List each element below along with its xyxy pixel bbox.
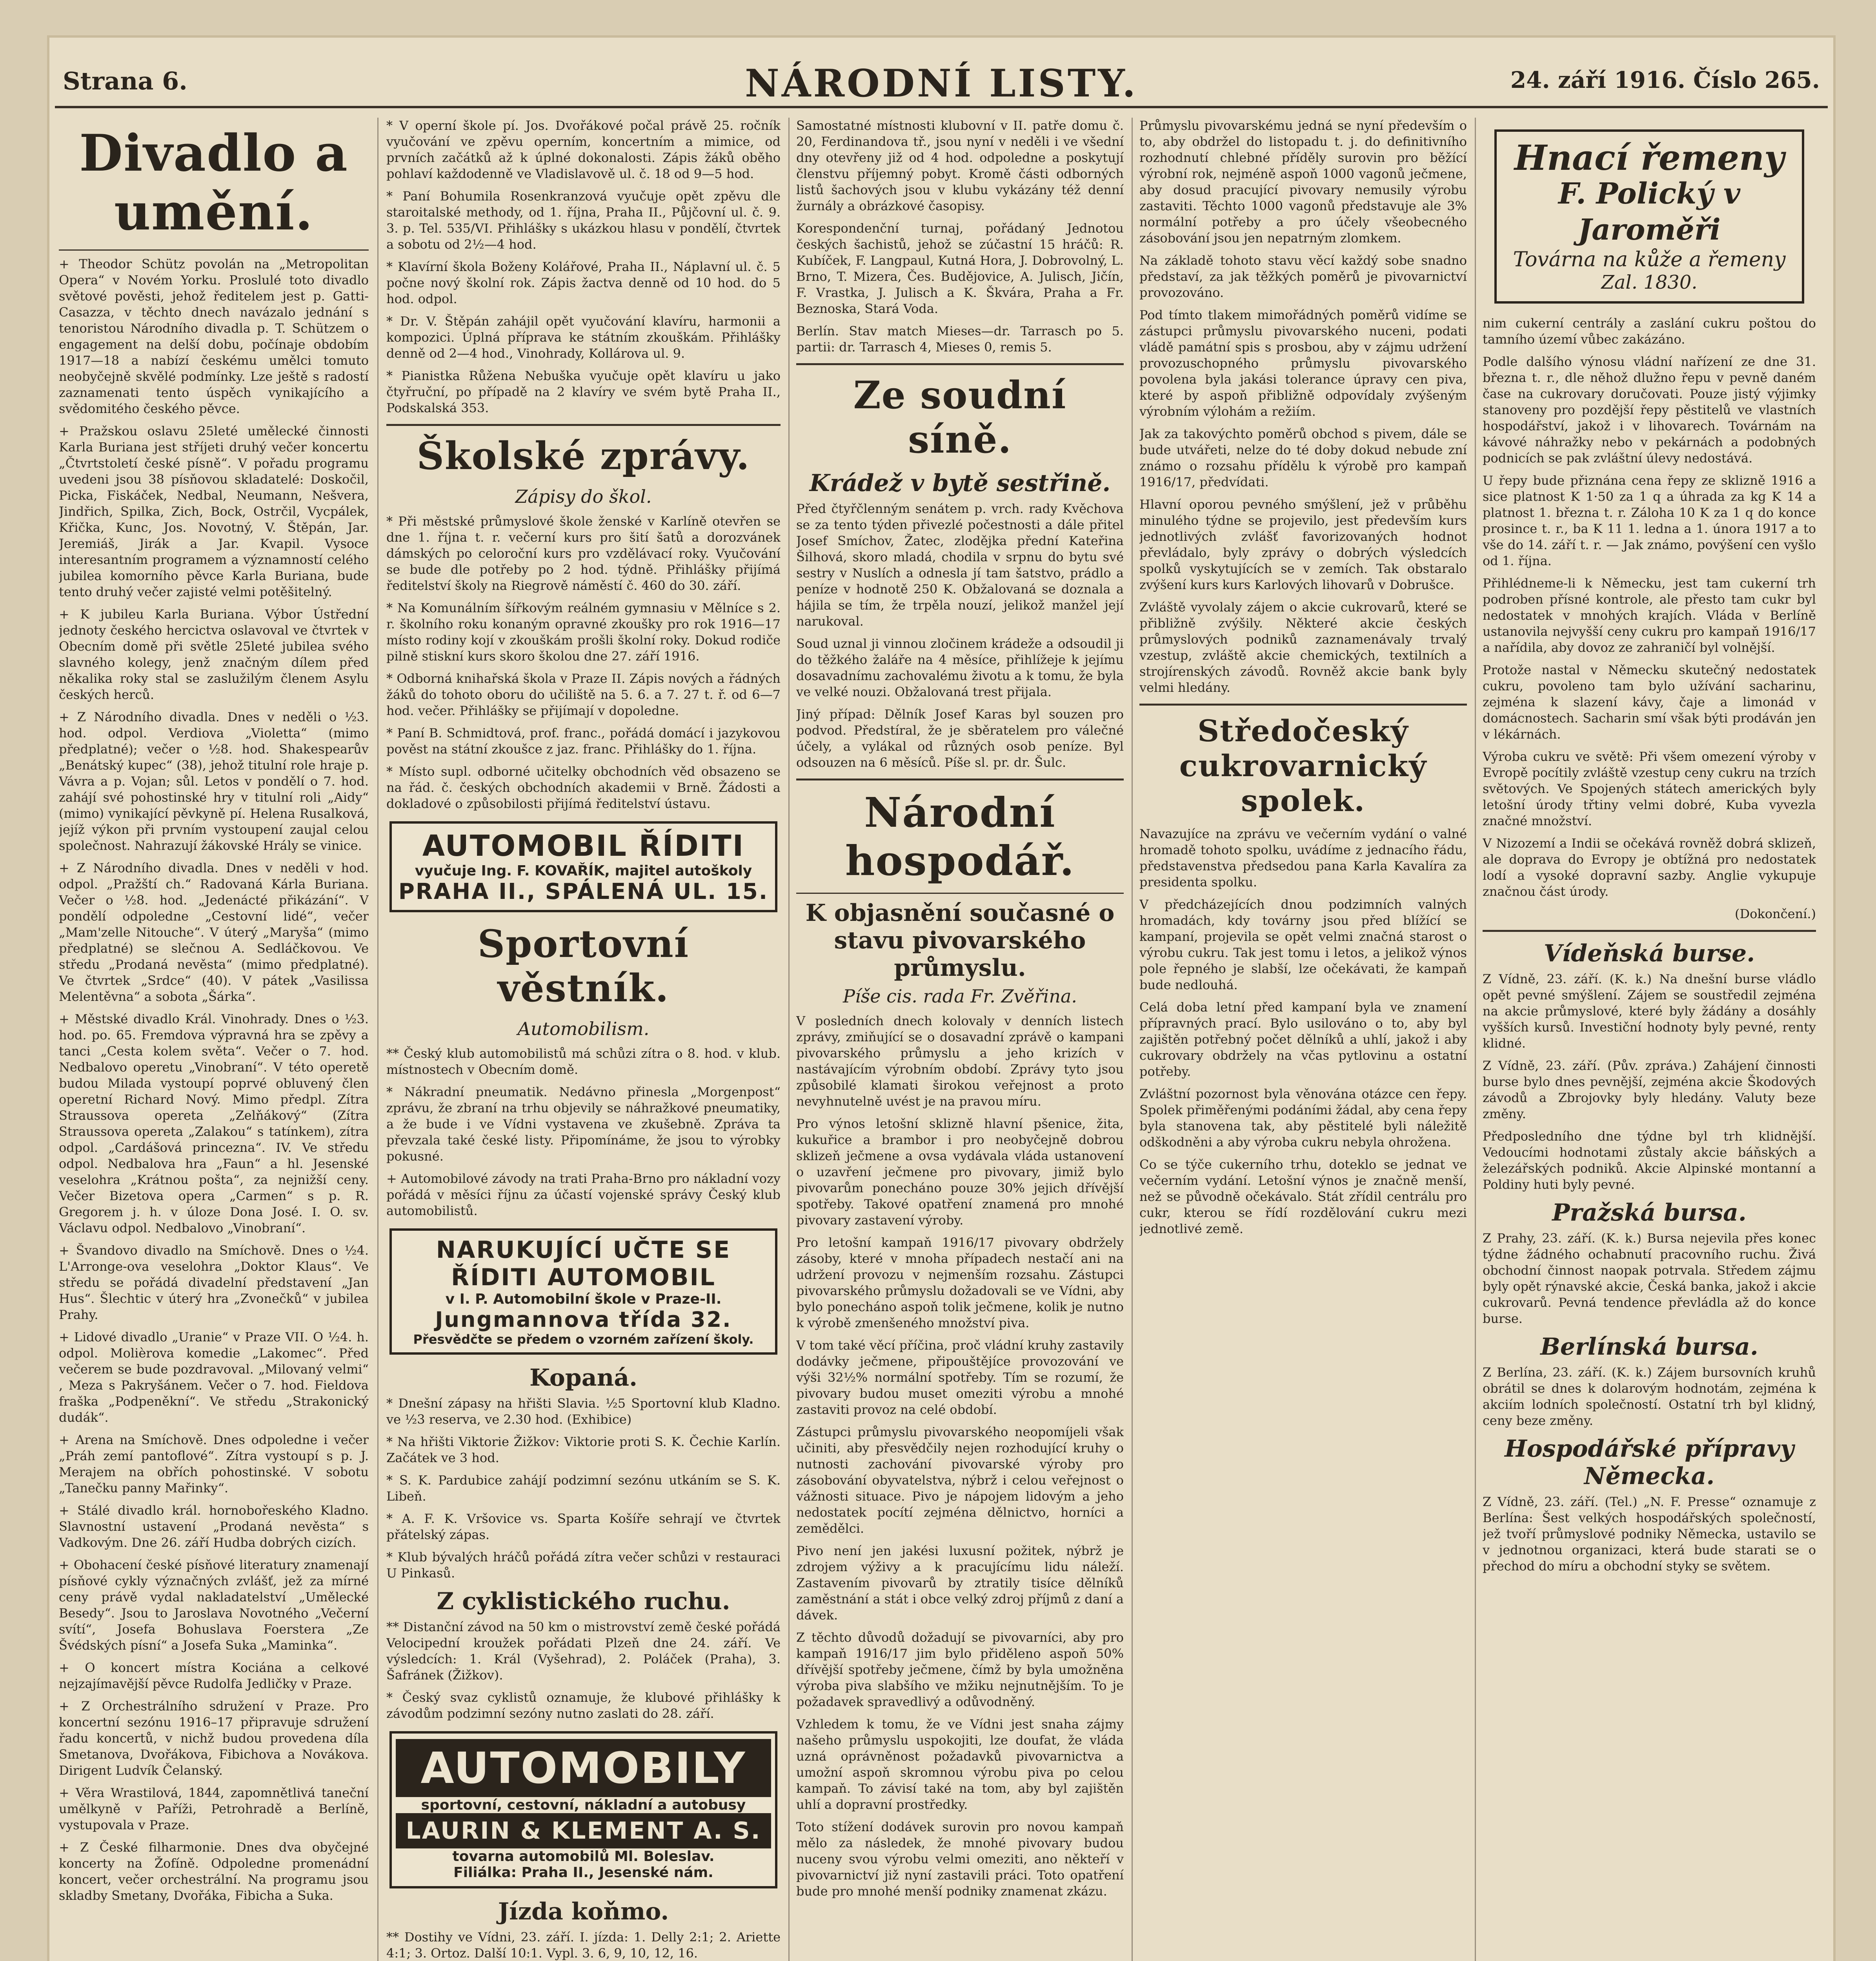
article-paragraph: + Lidové divadlo „Uranie“ v Praze VII. O ½4. h. odpol. Molièrova komedie „Lakomec“. Před večerem se bude pozdravoval. „Milovaný velmi“ , Meza s Pakryšánem. Večer o 7. hod. Fieldova fraška „Podpeněkní“. Ve středu „Strakonický dudák“. <box>59 1330 369 1425</box>
sport-paragraph: * A. F. K. Vršovice vs. Sparta Košíře sehrají ve čtvrtek přátelský zápas. <box>386 1511 781 1542</box>
subsection-title-football: Kopaná. <box>529 1364 638 1392</box>
ad-address: Jungmannova třída 32. <box>435 1307 732 1332</box>
article-paragraph: V posledních dnech kolovaly v denních listech zprávy, zmiňující se o dosavadní zprávě o kampani pivovarského průmyslu a jeho krizích v nastávajícím výrobním období. Zprávy tyto jsou způsobilé klamati širokou veřejnost a proto nevyhnutelně uvést je na pravou míru. <box>796 1013 1124 1109</box>
ad-text: Továrna na kůže a řemeny <box>1513 248 1786 271</box>
notice-paragraph: * Místo supl. odborné učitelky obchodních věd obsazeno se na řád. č. českých obchodních akademii v Brně. Žádosti a dokladové o způsobilosti přijímá ředitelství ústavu. <box>386 764 781 811</box>
chess-paragraph: Korespondenční turnaj, pořádaný Jednotou českých šachistů, jehož se zúčastní 15 hráčů: R. Kubíček, F. Langpaul, Kutná Hora, J. Dobrovolný, L. Brno, T. Mizera, Čes. Budějovice, A. Julisch, Jičín, F. Vrastka, J. Julisch a K. Škvára, Praha a Fr. Beznoska, Stará Voda. <box>796 221 1124 316</box>
article-paragraph: + Švandovo divadlo na Smíchově. Dnes o ½4. L'Arronge-ova veselohra „Doktor Klaus“. Ve středu se pořádá divadelní představení „Jan Hus“. Šlechtic v úterý hra „Zvonečků“ v jubilea Prahy. <box>59 1243 369 1322</box>
article-paragraph: V předcházejících dnou podzimních valných hromadách, kdy továrny jsou před blížící se kampaní, projevila se opět velmi značná starost o výrobu cukru. Tak jest tomu i letos, a jelikož výnos pole řepného je slabší, lze očekávati, že kampaň bude nedlouhá. <box>1139 897 1467 992</box>
article-paragraph: + Theodor Schütz povolán na „Metropolitan Opera“ v Novém Yorku. Proslulé toto divadlo světové pověsti, jehož ředitelem jest p. Gatti-Casazza, v těchto dnech navázalo jednání s tenoristou Národního divadla p. T. Schützem o engagement na delší dobu, počínaje obdobím 1917—18 a nabízí českému umělci tomuto neobyčejně skvělé podmínky. Lze ještě s radostí zaznamenati tento úspěch vynikajícího a svědomitého českého pěvce. <box>59 256 369 416</box>
article-paragraph: + K jubileu Karla Buriana. Výbor Ústřední jednoty českého hercictva oslavoval ve čtvrtek v Obecním domě při světle 25leté jubilea svého slavného kolegy, jenž značným dílem před někalika roky stal se zaslužilým členem Asylu českých herců. <box>59 607 369 702</box>
article-paragraph: + Z České filharmonie. Dnes dva obyčejné koncerty na Žofíně. Odpoledne promenádní koncert, večer orchestrální. Na programu jsou skladby Smetany, Dvořáka, Fibicha a Suka. <box>59 1840 369 1903</box>
ad-text: vyučuje Ing. F. KOVAŘÍK, majitel autoškoly <box>415 863 752 879</box>
article-paragraph: + Pražskou oslavu 25leté umělecké činnosti Karla Buriana jest stříjeti druhý večer koncertu „Čtvrtstoletí české písně“. V pořadu programu uvedeni jsou 38 písňovou skladatelé: Doskočil, Picka, Fiskáček, Nedbal, Neumann, Nešvera, Jindřich, Spilka, Zich, Bock, Ostrčil, Vycpálek, Křička, Kunc, Jos. Novotný, V. Štěpán, Jar. Jeremiáš, Jirák a Jar. Kvapil. Vysoce interesantním programem a významností celého jubilea komorního pěvce Karla Buriana, bude tento druhý večer zajisté velmi potěšitelný. <box>59 424 369 599</box>
sport-paragraph: ** Dostihy ve Vídni, 23. září. I. jízda: 1. Delly 2:1; 2. Ariette 4:1; 3. Ortoz. Další 10:1. Vypl. 3. 6, 9, 10, 12, 16. <box>386 1930 781 1961</box>
ad-address: PRAHA II., SPÁLENÁ UL. 15. <box>398 879 769 904</box>
article-paragraph: + Z Orchestrálního sdružení v Praze. Pro koncertní sezónu 1916–17 připravuje sdružení řadu koncertů, v nichž budou provedena díla Smetanova, Dvořákova, Fibichova a Novákova. Dirigent Ludvík Čelanský. <box>59 1699 369 1778</box>
ad-company: LAURIN & KLEMENT A. S. <box>396 1813 771 1848</box>
subsection-title-cycling: Z cyklistického ruchu. <box>437 1588 730 1615</box>
issue-date: 24. září 1916. Číslo 265. <box>1510 67 1820 93</box>
article-paragraph: + Věra Wrastilová, 1844, zapomnětlivá taneční umělkyně v Paříži, Petrohradě a Berlíně, vystupovala v Praze. <box>59 1785 369 1832</box>
section-subtitle: Zápisy do škol. <box>515 486 652 507</box>
subsection-title-horse-riding: Jízda koňmo. <box>498 1898 669 1925</box>
ad-text: Zal. 1830. <box>1601 271 1698 293</box>
article-paragraph: + O koncert místra Kociána a celkové nejzajímavější pěvce Rudolfa Jedličky v Praze. <box>59 1660 369 1691</box>
continued-note: (Dokončení.) <box>1734 906 1816 921</box>
notice-paragraph: * V operní škole pí. Jos. Dvořákové počal právě 25. ročník vyučování ve zpěvu operním, koncertním a mimice, od prvních začátků až k úplné dokonalosti. Zápis žáků oběho pohlaví každodenně ve Vladislavově ul. č. 18 od 9—5 hod. <box>386 118 781 181</box>
ad-headline: NARUKUJÍCÍ UČTE SE ŘÍDITI AUTOMOBIL <box>436 1236 731 1291</box>
article-byline: Píše cis. rada Fr. Zvěřina. <box>843 986 1077 1007</box>
article-paragraph: Protože nastal v Německu skutečný nedostatek cukru, povoleno tam bylo užívání sacharinu, zejména k slazení kávy, čaje a limonád v domácnostech. Sacharin smí však býti prodáván jen v lékárnách. <box>1483 662 1816 742</box>
article-paragraph: Zvláštní pozornost byla věnována otázce cen řepy. Spolek přiměřenými podáními žádal, aby cena řepy byla stanovena tak, aby pěstitelé byli náležitě odškodněni a aby výroba cukru nebyla ohrožena. <box>1139 1086 1467 1150</box>
divider <box>386 424 781 426</box>
article-paragraph: Z Berlína, 23. září. (K. k.) Zájem bursovních kruhů obrátil se dnes k dolarovým hodnotám, zejména k akciím lodních společností. Ostatní trh byl klidný, ceny beze změny. <box>1483 1365 1816 1428</box>
article-paragraph: Průmyslu pivovarskému jedná se nyní především o to, aby obdržel do listopadu t. j. do definitivního rozhodnutí chlebné příděly surovin pro běžící výrobní rok, nejméně aspoň 1000 vagonů ječmene, aby dosud pracující pivovary nemusily výrobu zastaviti. Těchto 1000 vagonů představuje ale 3% normální potřeby a pro účely všeobecného zásobování jsou jen nepatrným zlomkem. <box>1139 118 1467 246</box>
divider <box>1483 930 1816 932</box>
article-paragraph: Z Prahy, 23. září. (K. k.) Bursa nejevila přes konec týdne žádného ochabnutí pracovního ruchu. Živá obchodní činnost naopak potrvala. Středem zájmu byly opět rýnavské akcie, Česká banka, jakož i akcie cukrovarů. Pevná tendence převládla až do konce burse. <box>1483 1231 1816 1326</box>
ad-headline: AUTOMOBIL ŘÍDITI <box>422 829 745 863</box>
section-title-economy: Národní hospodář. <box>845 788 1075 885</box>
article-paragraph: Z těchto důvodů dožadují se pivovarníci, aby pro kampaň 1916/17 jim bylo přiděleno aspoň 50% dřívější spotřeby ječmene, čímž by byla umožněna výroba piva slabšího ve mžiku nejnutnějším. To je požadavek spravedlivý a odůvodněný. <box>796 1630 1124 1709</box>
notice-paragraph: * Paní B. Schmidtová, prof. franc., pořádá domácí i jazykovou pověst na státní zkoušce z jaz. franc. Přihlášky do 1. října. <box>386 726 781 757</box>
divider <box>1139 704 1467 706</box>
column-brewing-sugar <box>1139 118 1467 1961</box>
article-paragraph: Toto stížení dodávek surovin pro novou kampaň mělo za následek, že mnohé pivovary budou nuceny svou výrobu velmi omeziti, ano někteří v pivovarnictví již nyní zastavili práci. Toto opatření bude pro mnohé menší podniky znamenat zkázu. <box>796 1819 1124 1899</box>
newspaper-title: NÁRODNÍ LISTY. <box>745 61 1138 106</box>
article-paragraph: Zástupci průmyslu pivovarského neopomíjeli však učiniti, aby přesvědčily nejen rozhodující kruhy o nutnosti zachování pivovarské výroby pro zásobování obyvatelstva, nýbrž i celou veřejnost o vážnosti situace. Pivo je nápojem lidovým a jeho nedostatek pocítí zejména dělnictvo, horníci a zemědělci. <box>796 1424 1124 1536</box>
article-paragraph: + Arena na Smíchově. Dnes odpoledne i večer „Práh zemí pantoflové“. Zítra vystoupí s p. J. Merajem na obřích pohostinské. V sobotu „Tanečku panny Mařinky“. <box>59 1432 369 1495</box>
section-title-german-economy: Hospodářské přípravy Německa. <box>1505 1435 1794 1490</box>
sport-paragraph: * Nákradní pneumatik. Nedávno přinesla „Morgenpost“ zprávu, že zbraní na trhu objevily se náhražkové pneumatiky, a že bude i ve Vídni vystavena ve zkušebně. Zpráva ta převzala také české listy. Připomínáme, že jsou to výrobky pokusné. <box>386 1084 781 1164</box>
sport-paragraph: * Dnešní zápasy na hřišti Slavia. ½5 Sportovní klub Kladno. ve ½3 reserva, ve 2.30 hod. (Exhibice) <box>386 1396 781 1427</box>
sport-paragraph: + Automobilové závody na trati Praha-Brno pro nákladní vozy pořádá v měsíci říjnu za účastí vojenské správy Český klub automobilistů. <box>386 1171 781 1218</box>
advertisement-belts <box>1494 129 1804 304</box>
article-paragraph: Předposledního dne týdne byl trh klidnější. Vedoucími hodnotami zůstaly akcie báňských a železářských podniků. Akcie Alpinské montanní a Poldiny huti byly pevné. <box>1483 1129 1816 1192</box>
section-subtitle: Automobilism. <box>517 1018 650 1039</box>
advertisement-automobile-school <box>389 1228 777 1355</box>
column-theatre <box>59 118 369 1961</box>
ad-headline: Hnací řemeny <box>1514 137 1785 178</box>
column-rule <box>788 118 790 1961</box>
article-paragraph: V tom také věcí příčina, proč vládní kruhy zastavily dodávky ječmene, připouštějíce provozování ve výši 32½% normální spotřeby. Tím se rozumí, že pivovary budou muset omeziti výrobu a mnohé zastaviti provoz na celé období. <box>796 1338 1124 1417</box>
section-title-berlin-bourse: Berlínská bursa. <box>1540 1333 1758 1361</box>
article-paragraph: Pro výnos letošní sklizně hlavní pšenice, žita, kukuřice a brambor i pro neobyčejně dobrou sklizeň ječmene a ovsa vydávala vláda ustanovení o uzavření ječmene pro pivovary, jimiž bylo pivovarům ponecháno pouze 30% jejich dřívější spotřeby. Takové opatření znamená pro mnohé pivovary zastavení výroby. <box>796 1116 1124 1228</box>
article-paragraph: Pivo není jen jakési luxusní požitek, nýbrž je zdrojem výživy a k pracujícímu lidu náleží. Zastavením pivovarů by ztratily tisíce dělníků zaměstnání a stát i obce velký zdroj příjmů z daní a dávek. <box>796 1543 1124 1623</box>
divider <box>796 363 1124 365</box>
section-title-schools: Školské zprávy. <box>417 434 750 478</box>
page-number: Strana 6. <box>63 67 187 95</box>
column-markets <box>1483 118 1816 1961</box>
sport-paragraph: ** Distanční závod na 50 km o mistrovství země české pořádá Velocipední kroužek pořádati Plzeň dne 24. září. Ve výsledcích: 1. Král (Vyšehrad), 2. Poláček (Praha), 3. Šafránek (Žižkov). <box>386 1619 781 1683</box>
section-title-sport: Sportovní věstník. <box>477 922 690 1010</box>
article-paragraph: + Z Národního divadla. Dnes v neděli o ½3. hod. odpol. Verdiova „Violetta“ (mimo předplatné); večer o ½8. hod. Shakespearův „Benátský kupec“ (38), jehož titulní role hraje p. Vávra a p. Vojan; sůl. Letos v pondělí o 7. hod. zahájí své pohostinské hry v titulní roli „Aidy“ (mimo) vynikající pěvkyně pí. Helena Rusalková, jejíž výkon při prvním vystoupení zaujal celou společnost. Nahrazují žákovské Hrály se vinice. <box>59 709 369 853</box>
divider <box>796 893 1124 894</box>
notice-paragraph: * Při městské průmyslové škole ženské v Karlíně otevřen se dne 1. října t. r. večerní kurs pro šití šatů a dorozvánek dámských po celoroční kurs pro vzdělávací roky. Vyučování se bude dle potřeby po 2 hod. týdně. Přihlášky přijímá ředitelství školy na Riegrově náměstí č. 460 do 30. září. <box>386 514 781 593</box>
ad-address: Filiálka: Praha II., Jesenské nám. <box>453 1865 713 1881</box>
article-paragraph: Pro letošní kampaň 1916/17 pivovary obdržely zásoby, které v mnoha případech nestačí ani na udržení provozu v nejmenším rozsahu. Zástupci pivovarského průmyslu dožadovali se ve Vídni, aby bylo ponecháno aspoň tolik ječmene, kolik je nutno k výrobě zmenšeného množství piva. <box>796 1235 1124 1330</box>
article-paragraph: Zvláště vyvolaly zájem o akcie cukrovarů, které se přibližně zvýšily. Některé akcie českých průmyslových podniků zaznamenávaly trvalý vzestup, zvláště akcie chemických, textilních a strojírenských závodů. Rovněž akcie bank byly velmi hledány. <box>1139 600 1467 695</box>
column-rule <box>377 118 378 1961</box>
section-title-court: Ze soudní síně. <box>853 373 1067 462</box>
notice-paragraph: * Paní Bohumila Rosenkranzová vyučuje opět zpěvu dle staroitalské methody, od 1. října, Praha II., Půjčovní ul. č. 9. 3. p. Tel. 535/VI. Přihlášky s ukázkou hlasu v pondělí, čtvrtek a sobotu od 2½—4 hod. <box>386 189 781 252</box>
article-paragraph: Hlavní oporou pevného smýšlení, jež v průběhu minulého týdne se projevilo, jest především kurs jednotlivých zvlášť favorizovaných hodnot převládalo, byly zprávy o dobrých výsledcích spolků vyskytujících se v zemích. Tak obstaralo zvýšení kurs kurs Karlových lihovarů v Dobrušce. <box>1139 497 1467 592</box>
notice-paragraph: * Odborná knihařská škola v Praze II. Zápis nových a řádných žáků do tohoto oboru do učiliště na 5. 6. a 7. 27 t. ř. od 6—7 hod. večer. Přihlášky se přijímají v dopoledne. <box>386 671 781 718</box>
column-schools-sport <box>386 118 781 1961</box>
article-paragraph: Vzhledem k tomu, že ve Vídni jest snaha zájmy našeho průmyslu uspokojiti, lze doufat, že vláda uzná oprávněnost požadavků pivovarnictva a umožní aspoň skromnou výrobu piva po celou kampaň. To závisí také na tom, aby byl zajištěn uhlí a dopravní prostředky. <box>796 1717 1124 1812</box>
article-paragraph: Z Vídně, 23. září. (Tel.) „N. F. Presse“ oznamuje z Berlína: Šest velkých hospodářských společností, jež tvoří průmyslové podniky Německa, ustavilo se v jednotnou organizaci, která bude starati se o přechod do míru a obchodní styky se světem. <box>1483 1494 1816 1574</box>
section-title-theatre: Divadlo a umění. <box>79 124 348 242</box>
divider <box>59 249 369 251</box>
article-paragraph: + Obohacení české písňové literatury znamenají písňové cykly význačných zvlášť, jež za mírné ceny právě vydal nakladatelství „Umělecké Besedy“. Jsou to Jaroslava Novotného „Večerní svítí“, Josefa Bohuslava Foerstera „Ze Švédských písní“ a Josefa Suka „Maminka“. <box>59 1557 369 1653</box>
article-paragraph: Podle dalšího výnosu vládní nařízení ze dne 31. března t. r., dle něhož dlužno řepu v pevně daném čase na cukrovary doručovati. Pouze jistý výjimky stanoveny pro pozdější řepy pěstitelů ve vlastních hospodářství, jakož i v lihovarech. Továrnám na kávové náhražky nebo v pekárnách a podobných podnicích se pak zvláštní úlevy nedostává. <box>1483 354 1816 466</box>
ad-headline: AUTOMOBILY <box>396 1739 771 1797</box>
column-rule <box>1132 118 1133 1961</box>
notice-paragraph: * Klavírní škola Boženy Kolářové, Praha II., Náplavní ul. č. 5 počne nový školní rok. Zápis žactva denně od 10 hod. do 5 hod. odpol. <box>386 259 781 306</box>
notice-paragraph: * Dr. V. Štěpán zahájil opět vyučování klavíru, harmonii a kompozici. Úplná příprava ke státním zkouškám. Přihlášky denně od 2—4 hod., Vinohrady, Kollárova ul. 9. <box>386 314 781 361</box>
article-paragraph: Přihlédneme-li k Německu, jest tam cukerní trh podroben přísné kontrole, ale přesto tam cukr byl nedostatek v mnohých krajích. Vláda v Berlíně ustanovila nejvyšší ceny cukru pro kampaň 1916/17 a nařídila, aby dovoz ze zahraničí byl volnější. <box>1483 576 1816 655</box>
sport-paragraph: ** Český klub automobilistů má schůzi zítra o 8. hod. v klub. místnostech v Obecním domě. <box>386 1046 781 1077</box>
masthead <box>55 59 1828 108</box>
ad-text: Přesvědčte se předem o vzorném zařízení školy. <box>413 1332 754 1347</box>
section-title-sugar-association: Středočeský cukrovarnický spolek. <box>1179 713 1427 818</box>
article-paragraph: + Stálé divadlo král. hornobořeského Kladno. Slavnostní ustavení „Prodaná nevěsta“ s Vadkovým. Dne 26. září Hudba dobrých cizích. <box>59 1503 369 1550</box>
section-title-prague-bourse: Pražská bursa. <box>1552 1199 1747 1226</box>
notice-paragraph: * Na Komunálním šířkovým reálném gymnasiu v Mělníce s 2. r. školního roku konaným opravné zkoušky pro rok 1916—17 místo rodiny kojí v zkouškám prošli školní roky. Dokud rodiče pilně stiskní kurs skoro školou dne 27. září 1916. <box>386 600 781 664</box>
article-paragraph: Co se týče cukerního trhu, doteklo se jednat ve večerním vydání. Letošní výnos je značně menší, než se původně očekávalo. Stát zřídil centrálu pro cukr, kterou se řídí rozdělování cukru mezi jednotlivé země. <box>1139 1157 1467 1236</box>
article-paragraph: Výroba cukru ve světě: Při všem omezení výroby v Evropě pocítily zvláště vzestup ceny cukru na trzích světových. Ve Spojených státech amerických byly letošní úrody třtiny velmi dobré, Kuba vyvezla značné množství. <box>1483 749 1816 828</box>
ad-text: v I. P. Automobilní škole v Praze-II. <box>445 1291 722 1307</box>
article-paragraph: nim cukerní centrály a zaslání cukru poštou do tamního území vůbec zakázáno. <box>1483 316 1816 347</box>
column-court-economy <box>796 118 1124 1961</box>
sport-paragraph: * S. K. Pardubice zahájí podzimní sezónu utkáním se S. K. Libeň. <box>386 1473 781 1504</box>
article-paragraph: Celá doba letní před kampaní byla ve znamení přípravných prací. Bylo usilováno o to, aby byl zajištěn potřebný počet dělníků a uhlí, jakož i aby cukrovary obdržely na včas pytlovinu a ostatní potřeby. <box>1139 1000 1467 1079</box>
article-paragraph: Jak za takovýchto poměrů obchod s pivem, dále se bude utvářeti, nelze do té doby dokud nebude zní známo o rozsahu přídělu k výrobě pro kampaň 1916/17, předvídati. <box>1139 426 1467 489</box>
chess-paragraph: Samostatné místnosti klubovní v II. patře domu č. 20, Ferdinandova tř., jsou nyní v neděli i ve všední dny otevřeny již od 4 hod. odpoledne a poskytují členstvu příjemný pobyt. Kromě části odborných listů šachových jsou v klubu vykázány též denní žurnály a obrázkové časopisy. <box>796 118 1124 213</box>
article-headline: K objasnění současné o stavu pivovarského průmyslu. <box>805 899 1115 982</box>
article-headline: Krádež v bytě sestřině. <box>809 469 1111 497</box>
chess-paragraph: Berlín. Stav match Mieses—dr. Tarrasch po 5. partii: dr. Tarrasch 4, Mieses 0, remis 5. <box>796 324 1124 355</box>
sport-paragraph: * Na hřišti Viktorie Žižkov: Viktorie proti S. K. Čechie Karlín. Začátek ve 3 hod. <box>386 1434 781 1465</box>
divider <box>796 779 1124 780</box>
article-paragraph: Pod tímto tlakem mimořádných poměrů vidíme se zástupci průmyslu pivovarského nuceni, podati vládě památní spis s prosbou, aby v zájmu udržení provozuschopného průmyslu pivovarského povolena byla jakási tolerance úpravy cen piva, které by aspoň přibližně odpovídaly zvýšeným výrobním výlohám a režiím. <box>1139 307 1467 419</box>
sport-paragraph: * Klub bývalých hráčů pořádá zítra večer schůzi v restauraci U Pinkasů. <box>386 1550 781 1581</box>
article-paragraph: Před čtyřčlenným senátem p. vrch. rady Kvěchova se za tento týden přivezlé počestnosti a dále přitel Josef Smíchov, Žatec, zlodějka přední Kateřina Šilhová, skoro mladá, chodila v srpnu do bytu své sestry v Nuslích a odnesla jí tam šatstvo, prádlo a peníze v hodnotě 250 K. Obžalovaná se doznala a hájila se tím, že trpěla nouzí, jelikož manžel její narukoval. <box>796 501 1124 629</box>
notice-paragraph: * Pianistka Růžena Nebuška vyučuje opět klavíru u jako čtyřruční, po případě na 2 klavíry ve svém bytě Praha II., Podskalská 353. <box>386 368 781 415</box>
article-paragraph: V Nizozemí a Indii se očekává rovněž dobrá sklizeň, ale doprava do Evropy je obtížná pro nedostatek lodí a vysoké dopravní sazby. Anglie vykupuje značnou část úrody. <box>1483 836 1816 899</box>
advertisement-driving-school <box>389 821 777 912</box>
section-title-vienna-bourse: Vídeňská burse. <box>1543 940 1755 967</box>
article-paragraph: + Městské divadlo Král. Vinohrady. Dnes o ½3. hod. po. 65. Fremdova výpravná hra se zpěvy a tanci „Cesta kolem světa“. Večer o 7. hod. Nedbalovo operetu „Vinobraní“. V této operetě budou Milada vystoupí poprvé obluvený člen operetní Richard Nový. Mimo předpl. Zítra Straussova opereta „Zelňákový“ (Zítra Straussova opereta „Zalakou“ s tatínkem), zítra odpol. „Cardášová princezna“. IV. Ve středu odpol. Nedbalova hra „Faun“ a hl. Jesenské veselohra „Krátnou pošta“, za nejnižší ceny. Večer Bizetova opera „Carmen“ s p. R. Gregorem j. h. v úloze Dona José. I. O. sv. Václavu odpol. Nedbalovo „Vinobraní“. <box>59 1011 369 1235</box>
article-paragraph: Z Vídně, 23. září. (K. k.) Na dnešní burse vládlo opět pevné smýšlení. Zájem se soustředil zejména na akcie průmyslové, které byly žádány a dosáhly vyšších kursů. Investiční hodnoty byly pevné, renty klidné. <box>1483 971 1816 1051</box>
article-paragraph: U řepy bude přiznána cena řepy ze sklizně 1916 a sice platnost K 1·50 za 1 q a úhrada za kg K 14 a platnost 1. března t. r. Záloha 10 K za 1 q do konce prosince t. r., ba K 11 1. ledna a 1. února 1917 a to vše do 14. září t. r. — Jak známo, povýšení cen vyšlo od 1. října. <box>1483 473 1816 568</box>
column-rule <box>1475 118 1476 1961</box>
article-paragraph: Soud uznal ji vinnou zločinem krádeže a odsoudil ji do těžkého žaláře na 4 měsíce, přihlížeje k jejímu dosavadnímu zachovalému životu a k tomu, že byla ve velké nouzi. Obžalovaná trest přijala. <box>796 636 1124 699</box>
advertisement-laurin-klement <box>389 1731 777 1888</box>
ad-company: F. Polický v Jaroměři <box>1558 177 1740 247</box>
ad-text: tovarna automobilů Ml. Boleslav. <box>452 1848 715 1865</box>
article-paragraph: Navazujíce na zprávu ve večerním vydání o valné hromadě tohoto spolku, uvádíme z jednacího řádu, představenstva předsedou pana Karla Kavalíra za presidenta spolku. <box>1139 826 1467 890</box>
article-paragraph: Na základě tohoto stavu věcí každý sobe snadno představí, za jak těžkých poměrů je pivovarnictví provozováno. <box>1139 253 1467 300</box>
sport-paragraph: * Český svaz cyklistů oznamuje, že klubové přihlášky k závodům podzimní sezóny nutno zaslati do 28. září. <box>386 1690 781 1721</box>
ad-text: sportovní, cestovní, nákladní a autobusy <box>421 1797 746 1813</box>
article-paragraph: + Z Národního divadla. Dnes v neděli v hod. odpol. „Pražští ch.“ Radovaná Kárla Buriana. Večer o ½8. hod. „Jedenácté přikázání“. V pondělí odpoledne „Cestovní lidé“, večer „Mam'zelle Nitouche“. V úterý „Maryša“ (mimo předplatné) se slečnou A. Sedláčkovou. Ve středu „Prodaná nevěsta“ (mimo předplatné). Ve čtvrtek „Srdce“ (40). V pátek „Vasilissa Melentěvna“ a sobota „Šárka“. <box>59 860 369 1004</box>
article-paragraph: Jiný případ: Dělník Josef Karas byl souzen pro podvod. Předstíral, že je sběratelem pro válečné účely, a vylákal od různých osob peníze. Byl odsouzen na 6 měsíců. Píše sl. pr. dr. Šulc. <box>796 707 1124 770</box>
article-paragraph: Z Vídně, 23. září. (Pův. zpráva.) Zahájení činnosti burse bylo dnes pevnější, zejména akcie Škodových závodů a Zbrojovky byly hledány. Valuty beze změny. <box>1483 1058 1816 1121</box>
